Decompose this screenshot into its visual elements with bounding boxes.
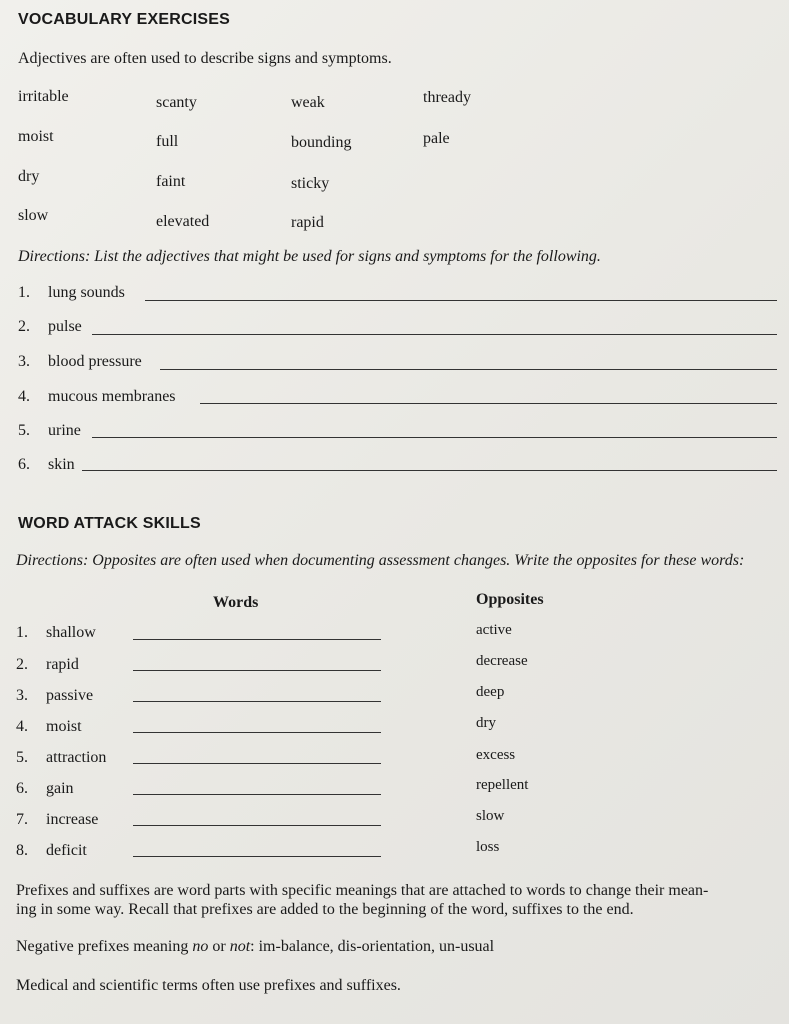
item-number: 1.: [18, 284, 30, 301]
item-label: rapid: [46, 656, 79, 673]
answer-line[interactable]: [133, 763, 381, 764]
opposite-word: dry: [476, 715, 496, 731]
answer-line[interactable]: [133, 856, 381, 857]
adjective-word: bounding: [291, 134, 352, 151]
item-number: 2.: [16, 656, 28, 673]
answer-line[interactable]: [82, 470, 777, 471]
word-row: [16, 842, 87, 860]
adjective-word: moist: [18, 128, 54, 145]
opposite-word: loss: [476, 839, 500, 855]
item-label: pulse: [48, 318, 82, 335]
adjective-word: faint: [156, 173, 186, 190]
negative-not-text: not: [229, 938, 251, 955]
vocabulary-directions: Directions: List the adjectives that might be used for signs and symptoms for the following.: [18, 248, 601, 265]
item-number: 6.: [16, 780, 28, 797]
item-label: lung sounds: [48, 284, 125, 301]
item-label: deficit: [46, 842, 87, 859]
item-label: skin: [48, 456, 75, 473]
opposite-word: active: [476, 622, 512, 638]
answer-line[interactable]: [133, 732, 381, 733]
negative-or-text: or: [208, 938, 230, 955]
adjective-word: thready: [423, 89, 471, 106]
word-row: [16, 749, 106, 767]
opposite-word: decrease: [476, 653, 528, 669]
word-row: [16, 780, 74, 798]
answer-line[interactable]: [133, 639, 381, 640]
negative-examples-text: : im-balance, dis-orientation, un-usual: [250, 938, 495, 955]
medical-terms-line: Medical and scientific terms often use prefixes and suffixes.: [16, 977, 401, 994]
item-label: mucous membranes: [48, 388, 176, 405]
answer-line[interactable]: [133, 670, 381, 671]
word-row: [16, 656, 79, 674]
answer-line[interactable]: [92, 437, 777, 438]
item-label: increase: [46, 811, 99, 828]
list-item: [18, 422, 81, 440]
adjective-word: sticky: [291, 175, 330, 192]
answer-line[interactable]: [133, 794, 381, 795]
list-item: [18, 318, 82, 336]
item-label: attraction: [46, 749, 107, 766]
answer-line[interactable]: [200, 403, 777, 404]
item-number: 2.: [18, 318, 30, 335]
item-label: urine: [48, 422, 81, 439]
negative-no-text: no: [192, 938, 209, 955]
adjective-word: dry: [18, 168, 40, 185]
adjective-word: irritable: [18, 88, 69, 105]
adjective-word: full: [156, 133, 179, 150]
item-number: 5.: [18, 422, 30, 439]
item-number: 6.: [18, 456, 30, 473]
item-number: 4.: [16, 718, 28, 735]
opposite-word: repellent: [476, 777, 529, 793]
item-number: 5.: [16, 749, 28, 766]
answer-line[interactable]: [160, 369, 777, 370]
item-number: 3.: [18, 353, 30, 370]
item-number: 4.: [18, 388, 30, 405]
opposite-word: slow: [476, 808, 505, 824]
adjective-word: rapid: [291, 214, 324, 231]
word-attack-directions: Directions: Opposites are often used when documenting assessment changes. Write the opposites for these words:: [16, 552, 745, 569]
words-column-header: Words: [213, 594, 259, 611]
list-item: [18, 353, 142, 371]
adjective-word: slow: [18, 207, 49, 224]
item-number: 8.: [16, 842, 28, 859]
negative-prefixes-line: [16, 938, 494, 956]
vocabulary-intro: Adjectives are often used to describe signs and symptoms.: [18, 50, 392, 67]
item-label: moist: [46, 718, 82, 735]
opposite-word: deep: [476, 684, 505, 700]
item-label: shallow: [46, 624, 96, 641]
list-item: [18, 284, 125, 302]
item-number: 7.: [16, 811, 28, 828]
opposites-column-header: Opposites: [476, 591, 544, 608]
word-row: [16, 687, 93, 705]
item-label: passive: [46, 687, 94, 704]
adjective-word: elevated: [156, 213, 210, 230]
word-row: [16, 718, 82, 736]
item-label: blood pressure: [48, 353, 142, 370]
item-label: gain: [46, 780, 74, 797]
prefix-paragraph-line-2: ing in some way. Recall that prefixes are added to the beginning of the word, suffixes to the end.: [16, 901, 634, 918]
list-item: [18, 456, 75, 474]
word-attack-heading: WORD ATTACK SKILLS: [18, 515, 201, 532]
negative-lead-text: Negative prefixes meaning: [16, 938, 193, 955]
answer-line[interactable]: [145, 300, 777, 301]
list-item: [18, 388, 176, 406]
adjective-word: pale: [423, 130, 450, 147]
prefix-paragraph-line-1: Prefixes and suffixes are word parts with specific meanings that are attached to words to change their mean-: [16, 882, 709, 899]
answer-line[interactable]: [92, 334, 777, 335]
adjective-word: weak: [291, 94, 325, 111]
vocabulary-heading: VOCABULARY EXERCISES: [18, 11, 231, 28]
word-row: [16, 624, 96, 642]
opposite-word: excess: [476, 747, 516, 763]
adjective-word: scanty: [156, 94, 197, 111]
answer-line[interactable]: [133, 701, 381, 702]
item-number: 3.: [16, 687, 28, 704]
answer-line[interactable]: [133, 825, 381, 826]
item-number: 1.: [16, 624, 28, 641]
word-row: [16, 811, 98, 829]
